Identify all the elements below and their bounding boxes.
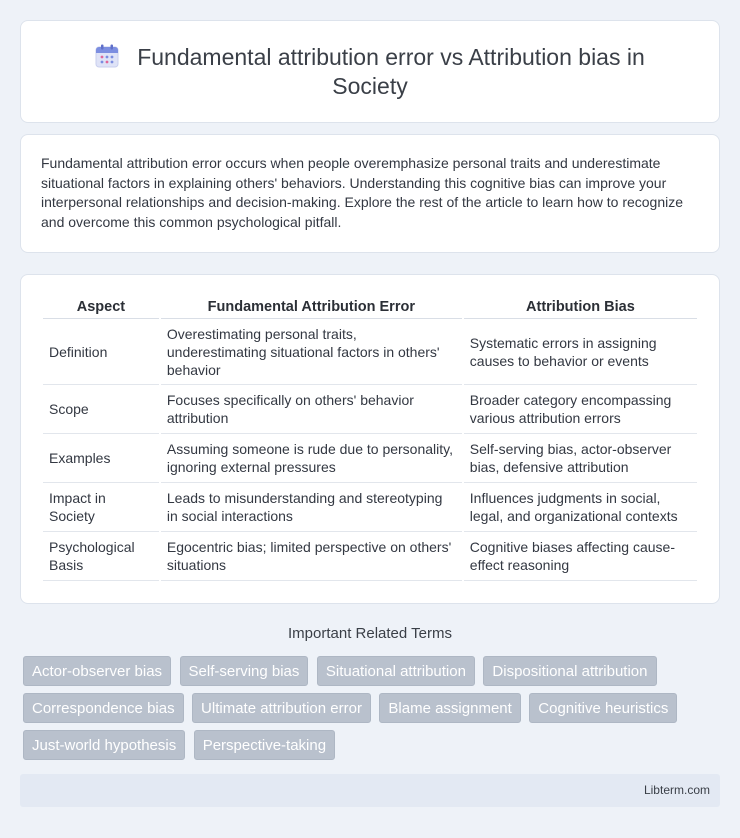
table-header-row xyxy=(43,295,697,319)
related-term-tag[interactable]: Actor-observer bias xyxy=(23,656,171,686)
row-aspect: Scope xyxy=(43,385,159,434)
row-aspect: Examples xyxy=(43,434,159,483)
row-aspect: Impact in Society xyxy=(43,483,159,532)
related-term-tag[interactable]: Ultimate attribution error xyxy=(192,693,371,723)
row-bias: Influences judgments in social, legal, and organizational contexts xyxy=(464,483,697,532)
comparison-table-card xyxy=(20,274,720,604)
row-bias: Cognitive biases affecting cause-effect reasoning xyxy=(464,532,697,581)
related-term-tag[interactable]: Perspective-taking xyxy=(194,730,335,760)
intro-card xyxy=(20,134,720,253)
row-bias: Broader category encompassing various attribution errors xyxy=(464,385,697,434)
header-attribution-bias: Attribution Bias xyxy=(464,295,697,319)
table-row xyxy=(43,319,697,385)
table-row xyxy=(43,434,697,483)
related-term-tag[interactable]: Correspondence bias xyxy=(23,693,184,723)
title-wrap xyxy=(21,43,719,101)
related-term-tag[interactable]: Cognitive heuristics xyxy=(529,693,677,723)
title-card xyxy=(20,20,720,123)
page-title xyxy=(61,43,679,101)
related-terms-title: Important Related Terms xyxy=(288,625,452,642)
related-terms-list xyxy=(23,656,723,767)
row-fae: Egocentric bias; limited perspective on others' situations xyxy=(161,532,462,581)
related-term-tag[interactable]: Dispositional attribution xyxy=(483,656,656,686)
row-aspect: Psychological Basis xyxy=(43,532,159,581)
related-term-tag[interactable]: Self-serving bias xyxy=(180,656,309,686)
calendar-icon xyxy=(95,44,119,68)
footer-site-link[interactable]: Libterm.com xyxy=(643,783,710,797)
intro-paragraph: Fundamental attribution error occurs when people overemphasize personal traits and underestimate situational factors in explaining others' behaviors. Understanding this cognitive bias can improve your interpersonal relationships and decision-making. Explore the rest of the article to learn how to recognize and overcome this common psychological pitfall. xyxy=(41,155,684,230)
row-bias: Systematic errors in assigning causes to behavior or events xyxy=(464,319,697,385)
table-row xyxy=(43,483,697,532)
row-fae: Focuses specifically on others' behavior attribution xyxy=(161,385,462,434)
page-title-text: Fundamental attribution error vs Attribution bias in Society xyxy=(137,44,645,99)
row-fae: Assuming someone is rude due to personality, ignoring external pressures xyxy=(161,434,462,483)
row-bias: Self-serving bias, actor-observer bias, defensive attribution xyxy=(464,434,697,483)
header-fundamental-attribution-error: Fundamental Attribution Error xyxy=(161,295,462,319)
row-fae: Leads to misunderstanding and stereotyping in social interactions xyxy=(161,483,462,532)
header-aspect: Aspect xyxy=(43,295,159,319)
related-term-tag[interactable]: Situational attribution xyxy=(317,656,475,686)
comparison-table xyxy=(41,295,699,581)
related-term-tag[interactable]: Blame assignment xyxy=(379,693,520,723)
table-row xyxy=(43,385,697,434)
row-aspect: Definition xyxy=(43,319,159,385)
related-term-tag[interactable]: Just-world hypothesis xyxy=(23,730,185,760)
row-fae: Overestimating personal traits, underestimating situational factors in others' behavior xyxy=(161,319,462,385)
footer-bar xyxy=(20,774,720,807)
table-row xyxy=(43,532,697,581)
